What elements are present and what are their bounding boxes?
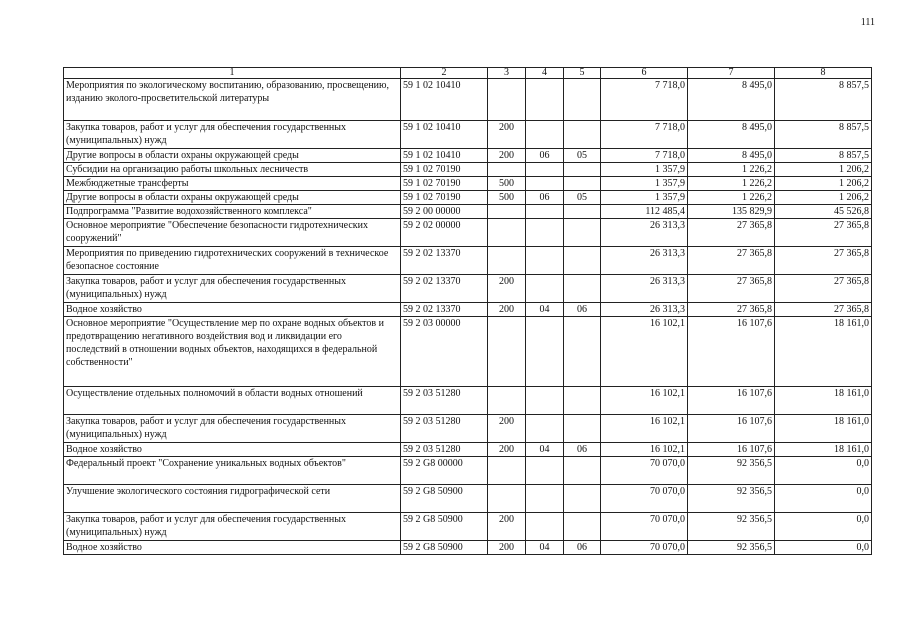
cell-subsection	[564, 513, 601, 541]
cell-code: 59 2 G8 00000	[401, 457, 488, 485]
cell-value-6: 112 485,4	[601, 205, 688, 219]
cell-name: Закупка товаров, работ и услуг для обеспечения государственных (муниципальных) нужд	[64, 121, 401, 149]
table-row	[64, 541, 872, 555]
table-row	[64, 219, 872, 247]
column-header: 8	[775, 68, 872, 79]
cell-expense-type	[488, 79, 526, 121]
table-row	[64, 149, 872, 163]
cell-section	[526, 415, 564, 443]
cell-value-6: 26 313,3	[601, 303, 688, 317]
cell-expense-type: 200	[488, 303, 526, 317]
cell-value-7: 27 365,8	[688, 247, 775, 275]
cell-expense-type: 200	[488, 513, 526, 541]
cell-section: 04	[526, 541, 564, 555]
cell-expense-type	[488, 387, 526, 415]
cell-code: 59 1 02 70190	[401, 163, 488, 177]
cell-value-8: 1 206,2	[775, 177, 872, 191]
cell-expense-type: 200	[488, 275, 526, 303]
cell-section: 04	[526, 303, 564, 317]
cell-subsection	[564, 275, 601, 303]
cell-code: 59 2 02 13370	[401, 303, 488, 317]
table-row	[64, 205, 872, 219]
cell-value-6: 70 070,0	[601, 541, 688, 555]
cell-subsection	[564, 163, 601, 177]
cell-value-6: 16 102,1	[601, 317, 688, 387]
cell-subsection: 06	[564, 443, 601, 457]
column-header: 1	[64, 68, 401, 79]
table-row	[64, 513, 872, 541]
cell-subsection	[564, 205, 601, 219]
cell-value-7: 8 495,0	[688, 121, 775, 149]
table-row	[64, 387, 872, 415]
cell-subsection: 05	[564, 191, 601, 205]
cell-name: Федеральный проект "Сохранение уникальных водных объектов"	[64, 457, 401, 485]
cell-section	[526, 457, 564, 485]
cell-subsection: 06	[564, 303, 601, 317]
cell-name: Мероприятия по экологическому воспитанию, образованию, просвещению, изданию эколого-просветительской литературы	[64, 79, 401, 121]
cell-value-8: 18 161,0	[775, 415, 872, 443]
cell-subsection	[564, 485, 601, 513]
cell-name: Водное хозяйство	[64, 303, 401, 317]
table-row	[64, 457, 872, 485]
cell-code: 59 1 02 10410	[401, 79, 488, 121]
cell-name: Другие вопросы в области охраны окружающей среды	[64, 149, 401, 163]
column-header: 5	[564, 68, 601, 79]
cell-value-7: 92 356,5	[688, 541, 775, 555]
cell-code: 59 2 03 51280	[401, 415, 488, 443]
cell-expense-type	[488, 317, 526, 387]
cell-name: Межбюджетные трансферты	[64, 177, 401, 191]
cell-section	[526, 79, 564, 121]
table-row	[64, 163, 872, 177]
cell-section: 04	[526, 443, 564, 457]
cell-section	[526, 275, 564, 303]
cell-value-6: 1 357,9	[601, 163, 688, 177]
cell-name: Улучшение экологического состояния гидрографической сети	[64, 485, 401, 513]
cell-expense-type: 200	[488, 121, 526, 149]
cell-code: 59 2 02 13370	[401, 247, 488, 275]
cell-value-8: 8 857,5	[775, 121, 872, 149]
cell-code: 59 2 03 00000	[401, 317, 488, 387]
cell-value-8: 0,0	[775, 513, 872, 541]
table-row	[64, 191, 872, 205]
cell-name: Основное мероприятие "Осуществление мер по охране водных объектов и предотвращению негативного воздействия вод и ликвидации его последствий в отношении водных объектов, находящихся в федеральной собственности"	[64, 317, 401, 387]
cell-expense-type	[488, 205, 526, 219]
cell-name: Субсидии на организацию работы школьных лесничеств	[64, 163, 401, 177]
table-row	[64, 303, 872, 317]
table-body	[64, 79, 872, 555]
cell-value-7: 16 107,6	[688, 415, 775, 443]
cell-code: 59 2 G8 50900	[401, 485, 488, 513]
cell-value-8: 27 365,8	[775, 247, 872, 275]
cell-code: 59 1 02 10410	[401, 121, 488, 149]
cell-code: 59 1 02 10410	[401, 149, 488, 163]
cell-value-8: 18 161,0	[775, 387, 872, 415]
cell-value-6: 26 313,3	[601, 219, 688, 247]
cell-value-6: 70 070,0	[601, 457, 688, 485]
cell-value-7: 1 226,2	[688, 177, 775, 191]
table-row	[64, 275, 872, 303]
cell-value-6: 70 070,0	[601, 485, 688, 513]
cell-expense-type	[488, 163, 526, 177]
cell-value-7: 92 356,5	[688, 513, 775, 541]
table-row	[64, 79, 872, 121]
cell-value-6: 26 313,3	[601, 247, 688, 275]
cell-value-8: 45 526,8	[775, 205, 872, 219]
cell-name: Основное мероприятие "Обеспечение безопасности гидротехнических сооружений"	[64, 219, 401, 247]
column-header: 6	[601, 68, 688, 79]
cell-value-8: 18 161,0	[775, 317, 872, 387]
cell-section	[526, 205, 564, 219]
cell-subsection	[564, 415, 601, 443]
page-number: 111	[860, 17, 875, 28]
cell-value-6: 26 313,3	[601, 275, 688, 303]
cell-expense-type	[488, 485, 526, 513]
cell-expense-type: 500	[488, 191, 526, 205]
table-header-row	[64, 68, 872, 79]
cell-subsection	[564, 317, 601, 387]
cell-code: 59 2 02 13370	[401, 275, 488, 303]
cell-code: 59 1 02 70190	[401, 191, 488, 205]
cell-expense-type	[488, 457, 526, 485]
cell-value-6: 16 102,1	[601, 443, 688, 457]
cell-value-8: 8 857,5	[775, 149, 872, 163]
cell-code: 59 2 G8 50900	[401, 541, 488, 555]
cell-value-8: 18 161,0	[775, 443, 872, 457]
cell-section	[526, 163, 564, 177]
cell-subsection	[564, 247, 601, 275]
cell-name: Водное хозяйство	[64, 443, 401, 457]
cell-expense-type: 200	[488, 149, 526, 163]
cell-code: 59 2 02 00000	[401, 219, 488, 247]
cell-value-6: 7 718,0	[601, 121, 688, 149]
cell-section	[526, 247, 564, 275]
cell-value-7: 16 107,6	[688, 387, 775, 415]
cell-value-6: 70 070,0	[601, 513, 688, 541]
cell-value-7: 16 107,6	[688, 317, 775, 387]
cell-value-8: 8 857,5	[775, 79, 872, 121]
cell-value-6: 16 102,1	[601, 387, 688, 415]
cell-subsection	[564, 387, 601, 415]
cell-value-7: 27 365,8	[688, 219, 775, 247]
budget-table	[63, 67, 872, 555]
cell-value-7: 27 365,8	[688, 275, 775, 303]
cell-name: Закупка товаров, работ и услуг для обеспечения государственных (муниципальных) нужд	[64, 415, 401, 443]
cell-code: 59 2 G8 50900	[401, 513, 488, 541]
cell-subsection	[564, 177, 601, 191]
cell-value-7: 16 107,6	[688, 443, 775, 457]
cell-name: Другие вопросы в области охраны окружающей среды	[64, 191, 401, 205]
cell-value-8: 1 206,2	[775, 163, 872, 177]
cell-value-6: 7 718,0	[601, 149, 688, 163]
cell-name: Осуществление отдельных полномочий в области водных отношений	[64, 387, 401, 415]
cell-value-6: 1 357,9	[601, 177, 688, 191]
cell-value-7: 8 495,0	[688, 79, 775, 121]
cell-value-8: 0,0	[775, 541, 872, 555]
cell-subsection	[564, 219, 601, 247]
cell-section	[526, 317, 564, 387]
table-row	[64, 177, 872, 191]
cell-value-7: 1 226,2	[688, 191, 775, 205]
cell-section	[526, 121, 564, 149]
table-row	[64, 415, 872, 443]
cell-section	[526, 513, 564, 541]
column-header: 7	[688, 68, 775, 79]
cell-expense-type: 500	[488, 177, 526, 191]
table-row	[64, 443, 872, 457]
cell-value-6: 16 102,1	[601, 415, 688, 443]
cell-subsection	[564, 121, 601, 149]
cell-code: 59 2 03 51280	[401, 387, 488, 415]
cell-name: Закупка товаров, работ и услуг для обеспечения государственных (муниципальных) нужд	[64, 275, 401, 303]
cell-section: 06	[526, 191, 564, 205]
cell-section	[526, 177, 564, 191]
cell-value-7: 92 356,5	[688, 485, 775, 513]
cell-expense-type: 200	[488, 415, 526, 443]
cell-subsection	[564, 457, 601, 485]
column-header: 4	[526, 68, 564, 79]
cell-value-7: 135 829,9	[688, 205, 775, 219]
cell-section	[526, 219, 564, 247]
cell-value-7: 27 365,8	[688, 303, 775, 317]
cell-value-7: 1 226,2	[688, 163, 775, 177]
table-row	[64, 247, 872, 275]
cell-subsection	[564, 79, 601, 121]
cell-name: Водное хозяйство	[64, 541, 401, 555]
column-header: 3	[488, 68, 526, 79]
cell-value-6: 1 357,9	[601, 191, 688, 205]
cell-section: 06	[526, 149, 564, 163]
table-row	[64, 317, 872, 387]
cell-code: 59 2 03 51280	[401, 443, 488, 457]
cell-code: 59 1 02 70190	[401, 177, 488, 191]
cell-subsection: 06	[564, 541, 601, 555]
cell-value-7: 8 495,0	[688, 149, 775, 163]
cell-value-8: 27 365,8	[775, 219, 872, 247]
cell-value-8: 27 365,8	[775, 303, 872, 317]
cell-value-8: 27 365,8	[775, 275, 872, 303]
cell-value-8: 0,0	[775, 457, 872, 485]
cell-name: Закупка товаров, работ и услуг для обеспечения государственных (муниципальных) нужд	[64, 513, 401, 541]
table-row	[64, 121, 872, 149]
cell-expense-type	[488, 219, 526, 247]
cell-value-8: 1 206,2	[775, 191, 872, 205]
cell-expense-type: 200	[488, 443, 526, 457]
cell-expense-type	[488, 247, 526, 275]
cell-section	[526, 387, 564, 415]
column-header: 2	[401, 68, 488, 79]
cell-expense-type: 200	[488, 541, 526, 555]
cell-code: 59 2 00 00000	[401, 205, 488, 219]
cell-name: Мероприятия по приведению гидротехнических сооружений в техническое безопасное состояние	[64, 247, 401, 275]
cell-section	[526, 485, 564, 513]
cell-value-7: 92 356,5	[688, 457, 775, 485]
cell-value-8: 0,0	[775, 485, 872, 513]
cell-value-6: 7 718,0	[601, 79, 688, 121]
cell-subsection: 05	[564, 149, 601, 163]
cell-name: Подпрограмма "Развитие водохозяйственного комплекса"	[64, 205, 401, 219]
table-row	[64, 485, 872, 513]
